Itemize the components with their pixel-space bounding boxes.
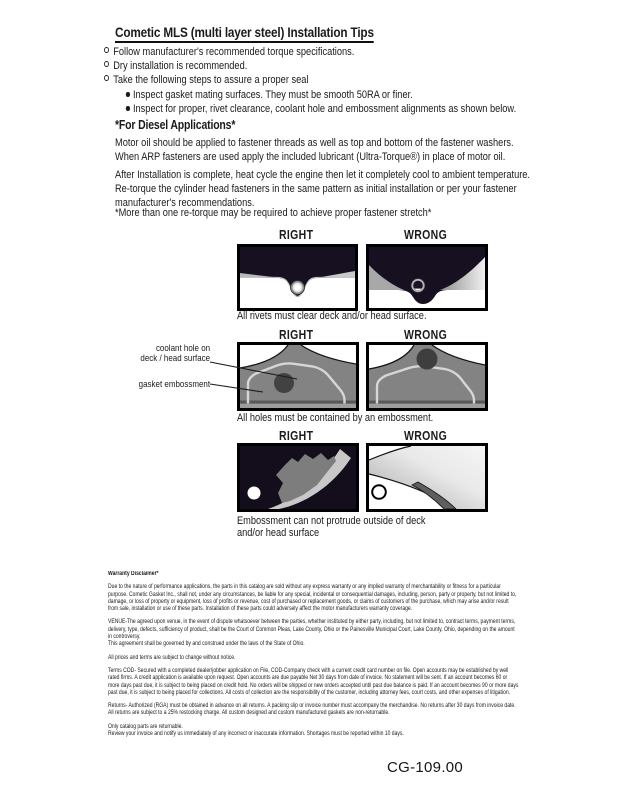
tip-text: Follow manufacturer's recommended torque specifications. <box>113 46 355 58</box>
tip-item <box>104 59 541 73</box>
tip-item <box>104 73 541 87</box>
row3-caption: Embossment can not protrude outside of deck and/or head surface <box>237 515 426 539</box>
right-label-row2: RIGHT <box>279 328 314 342</box>
wrong-label-row3: WRONG <box>404 429 448 443</box>
row2-caption: All holes must be contained by an embossment. <box>237 412 434 424</box>
rivet-wrong-diagram <box>366 244 488 311</box>
tip-sub-item <box>104 88 541 102</box>
circle-bullet-icon <box>104 75 109 81</box>
diesel-heading: *For Diesel Applications* <box>115 118 236 132</box>
wrong-label-row1: WRONG <box>404 228 448 242</box>
retorque-note: *More than one re-torque may be required to achieve proper fastener stretch* <box>115 207 432 219</box>
tip-text: Inspect for proper, rivet clearance, coolant hole and embossment alignments as shown below. <box>132 102 517 115</box>
page-title: Cometic MLS (multi layer steel) Installation Tips <box>115 24 374 43</box>
diesel-paragraph-1: Motor oil should be applied to fastener threads as well as top and bottom of the fastener washers. When ARP fasteners are used apply the included lubricant (Ultra-Torque®) in place of motor oil. <box>115 137 514 163</box>
callout-leader-lines <box>209 355 301 400</box>
rivet-right-diagram <box>237 244 358 311</box>
diesel-paragraph-2: After Installation is complete, heat cycle the engine then let it completely cool to ambient temperature. Re-torque the cylinder head fasteners in the same pattern as initial installation or per your fastener manufacturer's recommendations. <box>115 169 530 209</box>
tip-text: Take the following steps to assure a proper seal <box>113 74 309 87</box>
warranty-paragraph: This agreement shall be governed by and construed under the laws of the State of Ohio. <box>108 641 305 648</box>
tip-text: Dry installation is recommended. <box>113 60 248 73</box>
wrong-label-row2: WRONG <box>404 328 448 342</box>
page-code: CG-109.00 <box>387 759 464 776</box>
warranty-heading: Warranty Disclaimer* <box>108 571 159 577</box>
warranty-paragraph: All prices and terms are subject to change without notice. <box>108 654 236 661</box>
tip-item <box>104 45 541 59</box>
tips-list <box>104 45 541 116</box>
warranty-paragraph: Review your invoice and notify us immediately of any incorrect or inaccurate information. Shortages must be reported within 10 days. <box>108 731 404 738</box>
warranty-paragraph: VENUE-The agreed upon venue, in the event of dispute whatsoever between the parties, whether instituted by either party, including, but not limited to, contract terms, payment terms, delivery, type, defects, sufficiency of product, shall be the Court of Common Pleas, Lake County, Ohio or the Painesville Municipal Court, Lake County, Ohio, depending on the amount in controversy. <box>108 619 516 641</box>
warranty-paragraph: Terms COD- Secured with a completed dealer/jobber application on File, COD-Company check with a current credit card number on file. Open accounts may be established by well rated firms. A credit application is available upon request. Open accounts are due payable Net 30 days from date of invoice. No statement will be sent. If an account becomes 60 or more days past due, it is subject to being placed on credit hold. No orders will be shipped or new orders accepted until past due balance is paid. If an account becomes 90 or more days past due, it is subject to being placed for collections. All costs of collection are the responsibility of the customer, including attorney fees, court costs, and other expenses of litigation. <box>108 667 519 696</box>
coolant-hole-callout: coolant hole on deck / head surface <box>140 343 211 364</box>
warranty-paragraph: Returns- Authorized (RGA) must be obtained in advance on all returns. A packing slip or invoice number must accompany the merchandise. No returns after 30 days from invoice date. All returns are subject to a 25% restocking charge. All custom designed and custom manufactured gaskets are non-returnable. <box>108 703 516 717</box>
protrusion-right-diagram <box>237 443 359 512</box>
gasket-embossment-callout: gasket embossment <box>138 379 211 390</box>
warranty-section <box>108 571 520 738</box>
warranty-paragraph: Due to the nature of performance applications, the parts in this catalog are sold without any express warranty or any implied warranty of merchantability or fitness for a particular purpose. Cometic Gasket Inc., shall not, under any circumstances, be liable for any special, incidental or consequential damages, including, person, party or property, but not limited to, damage, or loss of property or equipment, loss of profits or revenue, cost of purchased or replacement goods, or claims of customers of the purchase, which may arise and/or result from sale, installation or use of these parts. Installation of these parts could adversely affect the motor manufacturers warranty coverage. <box>108 584 517 613</box>
right-label-row1: RIGHT <box>279 228 314 242</box>
row1-caption: All rivets must clear deck and/or head surface. <box>237 310 427 322</box>
bullet-icon <box>126 106 130 111</box>
tip-text: Inspect gasket mating surfaces. They must be smooth 50RA or finer. <box>132 88 413 101</box>
protrusion-wrong-diagram <box>366 443 488 512</box>
circle-bullet-icon <box>104 61 109 67</box>
right-label-row3: RIGHT <box>279 429 314 443</box>
tip-sub-item <box>104 102 541 116</box>
circle-bullet-icon <box>104 47 109 53</box>
bullet-icon <box>126 92 130 97</box>
embossment-wrong-diagram <box>366 342 488 411</box>
warranty-paragraph: Only catalog parts are returnable. <box>108 723 183 730</box>
